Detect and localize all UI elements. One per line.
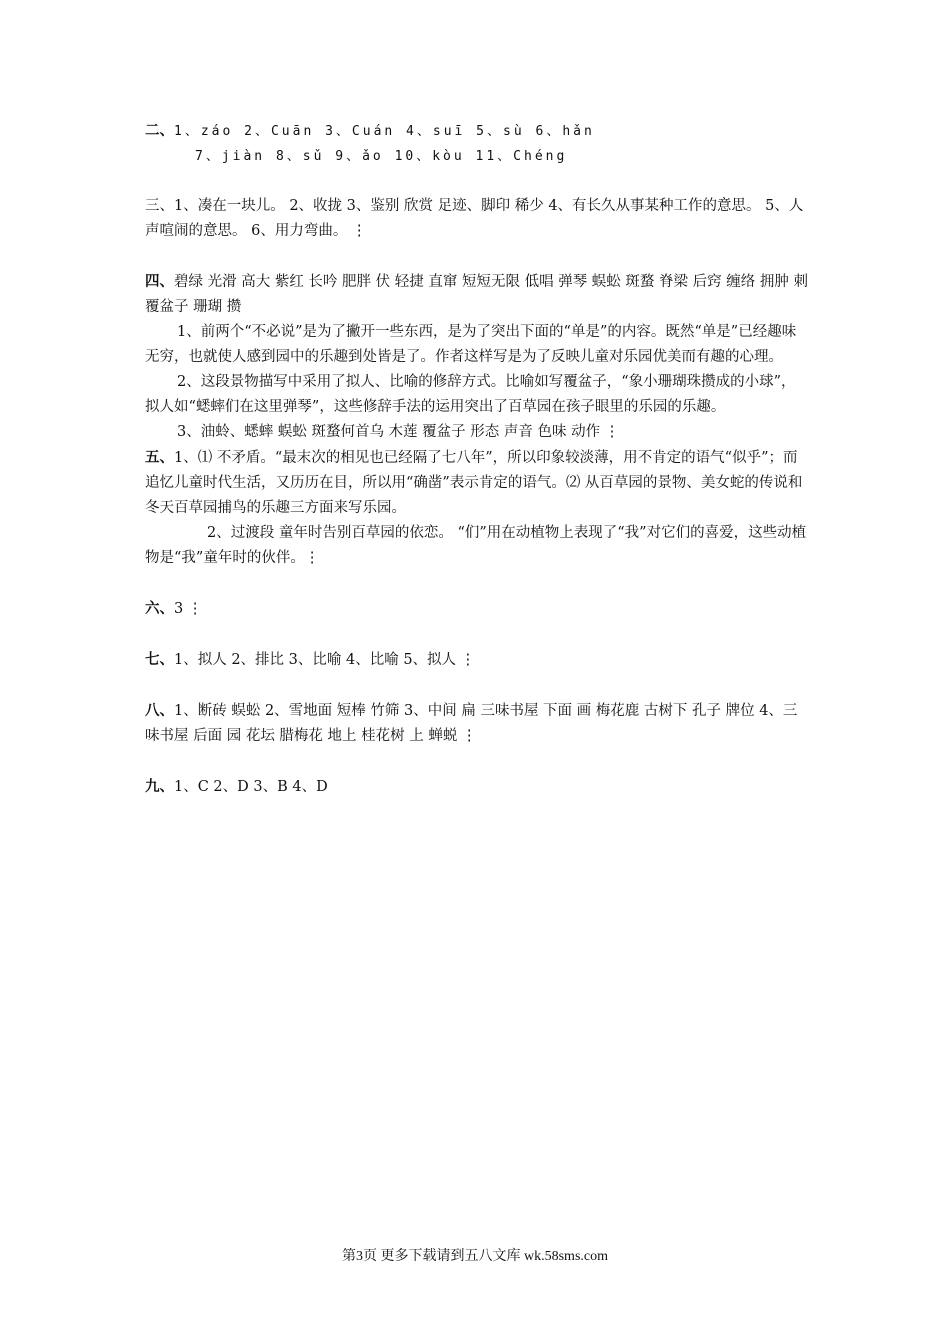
section-2-line-2 bbox=[145, 144, 810, 169]
answer-page bbox=[145, 118, 810, 800]
section-3-text: 三、1、凑在一块儿。 2、收拢 3、鉴别 欣赏 足迹、脚印 稀少 4、有长久从事某种工作的意思。 5、人声喧闹的意思。 6、用力弯曲。 ⋮ bbox=[145, 198, 804, 239]
section-4-paragraph-2: 2、这段景物描写中采用了拟人、比喻的修辞方式。比喻如写覆盆子，“象小珊瑚珠攒成的小球”，拟人如“蟋蟀们在这里弹琴”，这些修辞手法的运用突出了百草园在孩子眼里的乐园的乐趣。 bbox=[145, 374, 796, 415]
section-4-word-list: 碧绿 光滑 高大 紫红 长吟 肥胖 伏 轻捷 直窜 短短无限 低唱 弹琴 蜈蚣 斑蝥 脊梁 后窍 缠络 拥肿 刺 覆盆子 珊瑚 攒 bbox=[145, 274, 808, 315]
section-7-text: 1、拟人 2、排比 3、比喻 4、比喻 5、拟人 ⋮ bbox=[174, 652, 476, 668]
section-5-paragraph-1 bbox=[145, 445, 810, 521]
section-6 bbox=[145, 596, 810, 622]
section-2-pinyin-2: 7、jiàn 8、sǔ 9、ǎo 10、kòu 11、Chéng bbox=[195, 149, 568, 164]
section-4-number: 四、 bbox=[145, 273, 174, 290]
section-2-line-1 bbox=[145, 118, 810, 144]
section-2-pinyin-1: 1、záo 2、Cuān 3、Cuán 4、suī 5、sù 6、hǎn bbox=[174, 124, 595, 139]
section-9-number: 九、 bbox=[145, 778, 174, 795]
section-8-number: 八、 bbox=[145, 702, 174, 719]
section-5-paragraph-2: 2、过渡段 童年时告别百草园的依恋。 “们”用在动植物上表现了“我”对它们的喜爱，这些动植物是“我”童年时的伙伴。⋮ bbox=[145, 525, 807, 566]
section-6-number: 六、 bbox=[145, 600, 174, 617]
section-4-paragraph-1: 1、前两个“不必说”是为了撇开一些东西，是为了突出下面的“单是”的内容。既然“单是”已经趣味无穷，也就使人感到园中的乐趣到处皆是了。作者这样写是为了反映儿童对乐园优美而有趣的心理。 bbox=[145, 324, 797, 365]
page-footer: 第3页 更多下载请到五八文库 wk.58sms.com bbox=[342, 1249, 608, 1264]
section-2-number: 二、 bbox=[145, 122, 174, 139]
section-4-words bbox=[145, 269, 810, 320]
section-8 bbox=[145, 698, 810, 749]
section-9-text: 1、C 2、D 3、B 4、D bbox=[174, 779, 328, 795]
section-6-text: 3 ⋮ bbox=[174, 601, 203, 617]
section-7-number: 七、 bbox=[145, 651, 174, 668]
section-8-text: 1、断砖 蜈蚣 2、雪地面 短棒 竹筛 3、中间 扁 三味书屋 下面 画 梅花鹿 古树下 孔子 牌位 4、三味书屋 后面 园 花坛 腊梅花 地上 桂花树 上 蝉蜕 ⋮ bbox=[145, 703, 798, 744]
section-9 bbox=[145, 774, 810, 800]
section-5-text-1: 1、⑴ 不矛盾。“最末次的相见也已经隔了七八年”，所以印象较淡薄，用不肯定的语气“似乎”；而追忆儿童时代生活，又历历在目，所以用“确凿”表示肯定的语气。⑵ 从百草园的景物、美女蛇的传说和冬天百草园捕鸟的乐趣三方面来写乐园。 bbox=[145, 450, 803, 516]
section-4-paragraph-3: 3、油蛉、蟋蟀 蜈蚣 斑蝥何首乌 木莲 覆盆子 形态 声音 色味 动作 ⋮ bbox=[177, 424, 620, 440]
section-5-number: 五、 bbox=[145, 449, 174, 466]
section-7 bbox=[145, 647, 810, 673]
